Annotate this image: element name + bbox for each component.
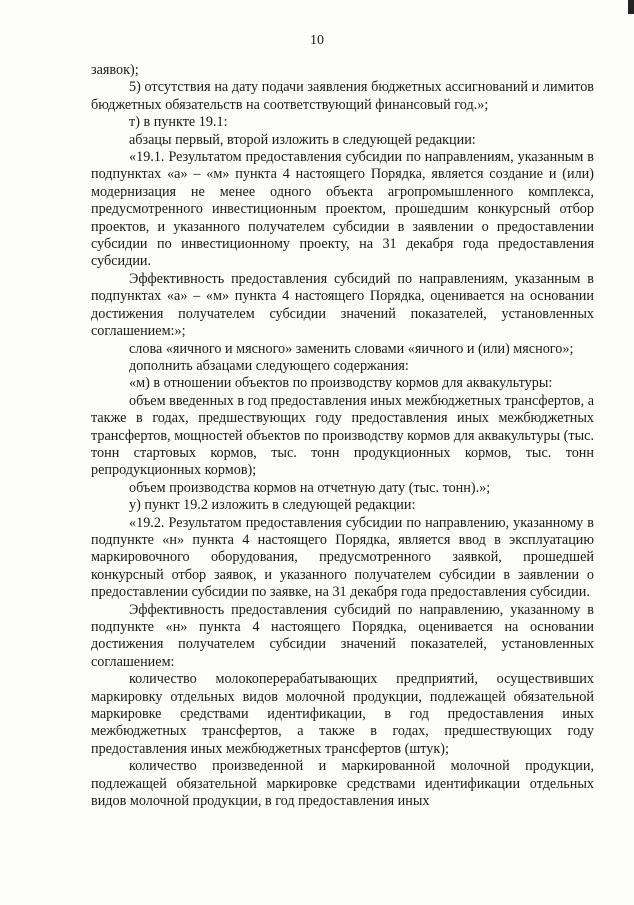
paragraph: заявок); [91,62,139,78]
paragraph: 5) отсутствия на дату подачи заявления бюджетных ассигнований и лимитов бюджетных обязательств на соответствующий финансовый год.»; [91,79,594,113]
paragraph: объем введенных в год предоставления иных межбюджетных трансфертов, а также в годах, предшествующих году предоставления иных межбюджетных трансфертов, мощностей объектов по производству кормов для аквакультуры (тыс. тонн стартовых кормов, тыс. тонн продукционных кормов, тыс. тонн репродукционных кормов); [91,392,595,479]
paragraph: у) пункт 19.2 изложить в следующей редакции: [129,497,416,514]
paragraph: дополнить абзацами следующего содержания: [129,357,409,374]
paragraph: «м) в отношении объектов по производству кормов для аквакультуры: [129,375,553,392]
paragraph: количество произведенной и маркированной молочной продукции, подлежащей обязательной маркировке средствами идентификации отдельных видов молочной продукции, в год предоставления иных [91,758,594,810]
paragraph: слова «яичного и мясного» заменить словами «яичного и (или) мясного»; [129,340,574,357]
scan-edge-mark [628,0,634,14]
paragraph: Эффективность предоставления субсидий по направлениям, указанным в подпунктах «а» – «м» пункта 4 настоящего Порядка, оценивается на основании достижения получателем субсидии значений показателей, установленных соглашением:»; [91,270,594,340]
paragraph: количество молокоперерабатывающих предприятий, осуществивших маркировку отдельных видов молочной продукции, подлежащей обязательной маркировке средствами идентификации, в год предоставления иных межбюджетных трансфертов, а также в годах, предшествующих году предоставления иных межбюджетных трансфертов (штук); [91,671,594,757]
paragraph: объем производства кормов на отчетную дату (тыс. тонн).»; [129,479,491,496]
paragraph: «19.1. Результатом предоставления субсидии по направлениям, указанным в подпунктах «а» – «м» пункта 4 настоящего Порядка, является создание и (или) модернизация не менее одного объекта агропромышленного комплекса, предусмотренного инвестиционным проектом, прошедшим конкурсный отбор проектов, и указанного получателем субсидии в заявлении о предоставлении субсидии по инвестиционному проекту, на 31 декабря года предоставления субсидии. [91,149,594,270]
page-number: 10 [310,33,324,48]
document-body [91,62,594,810]
paragraph: «19.2. Результатом предоставления субсидии по направлению, указанному в подпункте «н» пункта 4 настоящего Порядка, является ввод в эксплуатацию маркировочного оборудования, предусмотренного заявкой, прошедшей конкурсный отбор заявок, и указанного получателем субсидии в заявлении о предоставлении субсидии по заявке, на 31 декабря года предоставления субсидии. [91,514,594,601]
paragraph: абзацы первый, второй изложить в следующей редакции: [129,131,476,148]
paragraph: Эффективность предоставления субсидий по направлению, указанному в подпункте «н» пункта 4 настоящего Порядка, оценивается на основании достижения получателем субсидии значений показателей, установленных соглашением: [91,601,594,670]
paragraph: т) в пункте 19.1: [129,114,228,131]
